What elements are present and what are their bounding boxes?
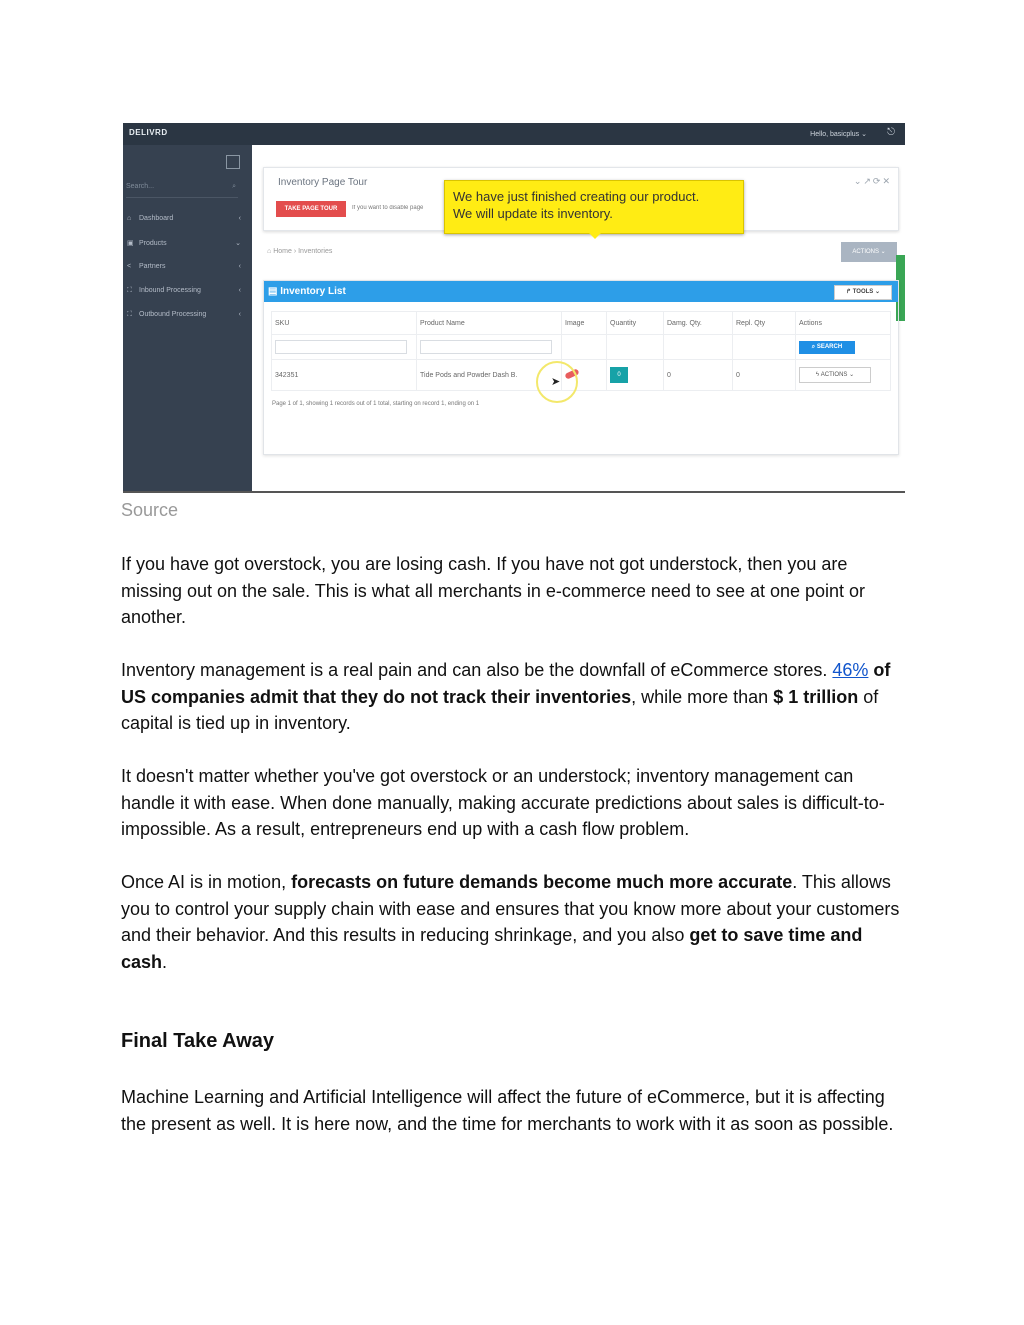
bold-run: $ 1 trillion	[773, 686, 859, 707]
paragraph-conclusion: Machine Learning and Artificial Intelligence will affect the future of eCommerce, but it is affecting the present as well. It is here now, and the time for merchants to work with it as soon as possible.	[121, 1087, 894, 1134]
breadcrumb-current: Inventories	[298, 248, 333, 255]
product-name-cell: Tide Pods and Powder Dash B.	[417, 360, 562, 391]
column-header: Actions	[796, 312, 891, 335]
inventory-panel-header	[264, 281, 898, 302]
breadcrumb	[263, 242, 897, 262]
text-run: Once AI is in motion,	[121, 872, 292, 892]
text-run: of capital is tied up in inventory.	[121, 686, 879, 733]
column-header[interactable]: Product Name	[417, 312, 562, 335]
section-heading: Final Take Away	[121, 1030, 275, 1052]
main-content	[252, 145, 905, 491]
breadcrumb-home[interactable]: Home	[273, 248, 292, 255]
text-run: , while more than	[631, 686, 774, 707]
breadcrumb-trail: ⌂ Home › Inventories	[267, 248, 333, 255]
sidebar-item-inbound[interactable]	[127, 287, 241, 301]
paragraph-overstock: If you have got overstock, you are losing cash. If you have not got understock, then you are missing out on the sale. This is what all merchants in e-commerce need to see at one point or another.	[121, 554, 866, 627]
tour-callout	[444, 180, 744, 234]
row-actions-button[interactable]: ϟ ACTIONS ⌄	[799, 367, 871, 383]
sidebar-item-label: Inbound Processing	[139, 287, 201, 294]
list-icon: ▤	[268, 286, 278, 297]
paragraph-ai-forecasts	[121, 869, 911, 975]
search-icon: ⌕	[232, 183, 236, 190]
panel-title: Inventory List	[280, 286, 346, 297]
quantity-badge[interactable]: 0	[610, 367, 628, 383]
search-icon: ⌕	[811, 343, 816, 350]
mouse-cursor-icon: ➤	[551, 376, 561, 388]
sidebar-item-partners[interactable]	[127, 263, 241, 277]
inventory-panel	[263, 280, 899, 455]
outbound-icon: ⛶	[127, 311, 132, 318]
bold-run: of US companies admit that they do not track their inventories	[121, 660, 891, 707]
logout-icon[interactable]: ⎋	[887, 127, 895, 138]
actions-cell	[796, 360, 891, 391]
sidebar-item-outbound[interactable]	[127, 311, 241, 325]
inventory-table	[271, 311, 891, 391]
stat-link[interactable]: 46%	[832, 660, 869, 680]
page-actions-button[interactable]: ACTIONS ⌄	[841, 242, 897, 262]
tour-title: Inventory Page Tour	[278, 177, 368, 188]
user-greeting-label: Hello, basicplus	[810, 131, 860, 138]
row-actions-label: ACTIONS	[820, 372, 848, 378]
chevron-down-icon: ⌄	[861, 131, 867, 138]
column-header: Image	[562, 312, 607, 335]
home-icon: ⌂	[267, 248, 272, 255]
column-header[interactable]: Repl. Qty	[733, 312, 796, 335]
sidebar-item-label: Dashboard	[139, 215, 174, 222]
user-greeting[interactable]	[810, 130, 867, 138]
table-row	[272, 360, 891, 391]
pager-text: Page 1 of 1, showing 1 records out of 1 total, starting on record 1, ending on 1	[272, 401, 480, 407]
source-caption: Source	[121, 500, 179, 520]
sidebar-item-label: Partners	[139, 263, 166, 270]
damaged-qty-cell: 0	[664, 360, 733, 391]
bold-run: get to save time and cash	[121, 925, 863, 972]
search-button[interactable]	[799, 341, 855, 354]
column-header[interactable]: SKU	[272, 312, 417, 335]
sidebar-toggle-icon[interactable]	[226, 155, 240, 169]
sidebar-search-placeholder: Search...	[126, 183, 155, 190]
sidebar-item-label: Products	[139, 240, 167, 247]
text-run: .	[162, 951, 168, 972]
paragraph-inventory-pain	[121, 657, 911, 737]
inbound-icon: ⛶	[127, 287, 132, 294]
app-topbar	[123, 123, 905, 145]
search-label: SEARCH	[816, 343, 843, 350]
chevron-left-icon: ‹	[238, 287, 241, 294]
callout-line-2: We will update its inventory.	[453, 206, 613, 221]
sidebar-search-input[interactable]	[126, 183, 238, 198]
inventory-screenshot	[123, 123, 905, 493]
chevron-down-icon: ⌄	[235, 240, 241, 247]
product-filter-input[interactable]	[420, 340, 552, 354]
callout-pointer	[588, 232, 602, 239]
brand-logo: DELIVRD	[129, 128, 168, 137]
take-page-tour-button[interactable]: TAKE PAGE TOUR	[276, 201, 346, 217]
page-actions-label: ACTIONS	[852, 249, 879, 255]
bold-run: forecasts on future demands become much more accurate	[291, 872, 793, 892]
sidebar	[123, 145, 252, 491]
sidebar-item-products[interactable]	[127, 239, 241, 253]
table-header-row	[272, 312, 891, 335]
share-icon: ↱	[846, 289, 852, 295]
portlet-tools-icon[interactable]: ⌄↗⟳✕	[853, 176, 892, 186]
paragraph-overstock-understock: It doesn't matter whether you've got overstock or an understock; inventory management can handle it with ease. When done manually, making accurate predictions about sales is difficult-to-impossible. As a result, entrepreneurs end up with a cash flow problem.	[121, 766, 885, 839]
text-run: . This allows you to control your supply chain with ease and ensures that you know more about your customers and their behavior. And this results in reducing shrinkage, and you also	[121, 872, 900, 945]
chevron-left-icon: ‹	[238, 311, 241, 318]
share-icon: <	[127, 263, 132, 270]
quantity-cell	[607, 360, 664, 391]
bolt-icon: ϟ	[815, 372, 820, 378]
sidebar-item-dashboard[interactable]	[127, 215, 241, 229]
tour-note: If you want to disable page	[352, 205, 424, 211]
text-run: Inventory management is a real pain and can also be the downfall of eCommerce stores.	[121, 660, 833, 680]
chevron-left-icon: ‹	[238, 215, 241, 222]
tools-label: TOOLS	[852, 289, 874, 295]
column-header[interactable]: Damg. Qty.	[664, 312, 733, 335]
sku-filter-input[interactable]	[275, 340, 407, 354]
tools-button[interactable]: ↱ TOOLS ⌄	[834, 285, 892, 300]
filter-row	[272, 335, 891, 360]
replacement-qty-cell: 0	[733, 360, 796, 391]
sidebar-item-label: Outbound Processing	[139, 311, 207, 318]
column-header[interactable]: Quantity	[607, 312, 664, 335]
box-icon: ▣	[127, 240, 134, 247]
home-icon: ⌂	[127, 215, 132, 222]
sku-cell: 342351	[272, 360, 417, 391]
chevron-left-icon: ‹	[238, 263, 241, 270]
callout-line-1: We have just finished creating our product.	[453, 189, 700, 204]
